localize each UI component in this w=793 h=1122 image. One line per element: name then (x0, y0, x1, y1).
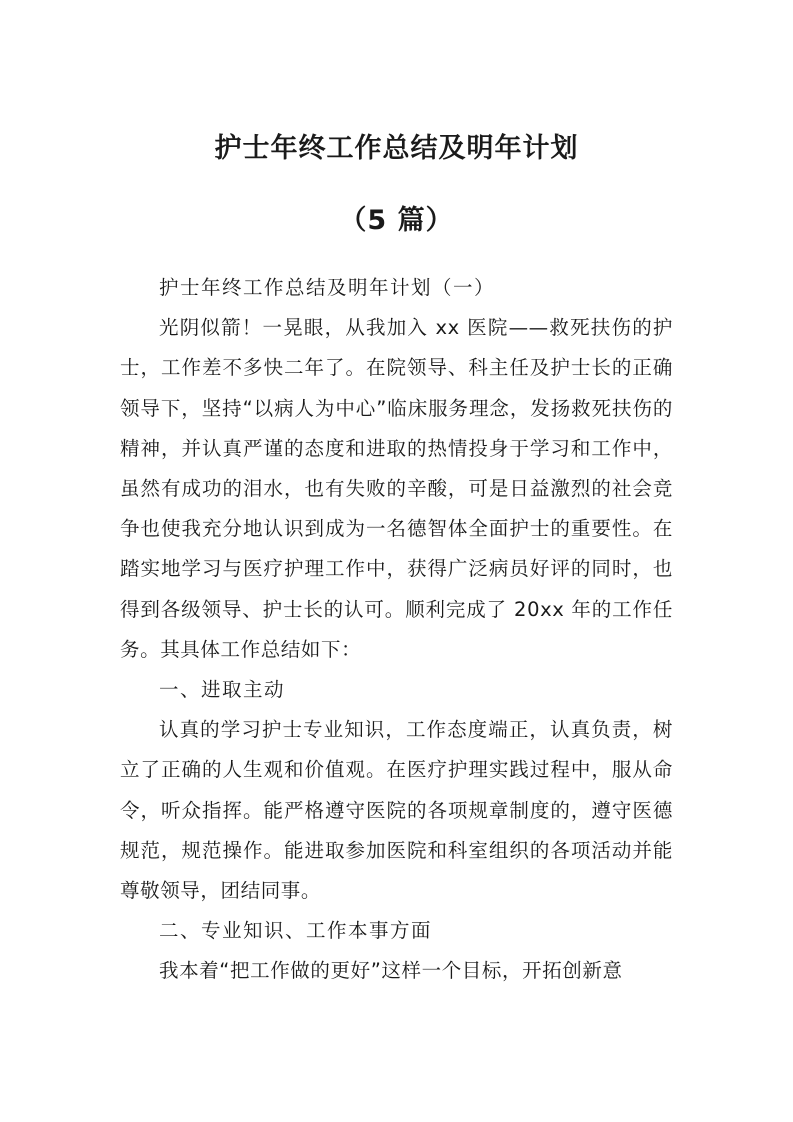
heading-initiative: 一、进取主动 (159, 678, 286, 702)
document-title: 护士年终工作总结及明年计划 (214, 133, 579, 164)
section-title: 护士年终工作总结及明年计划（一） (159, 276, 496, 299)
paragraph-professional-skills: 我本着“把工作做的更好”这样一个目标，开拓创新意 (159, 959, 623, 983)
document-body (120, 268, 673, 992)
paragraph-initiative: 认真的学习护士专业知识，工作态度端正，认真负责，树立了正确的人生观和价值观。在医疗护理实践过程中，服从命令，听众指挥。能严格遵守医院的各项规章制度的，遵守医德规范，规范操作。能进取参加医院和科室组织的各项活动并能尊敬领导，团结同事。 (120, 718, 673, 903)
document-subtitle: （5 篇） (339, 205, 454, 236)
paragraph-intro: 光阴似箭！一晃眼，从我加入 xx 医院——救死扶伤的护士，工作差不多快二年了。在院领导、科主任及护士长的正确领导下，坚持“以病人为中心”临床服务理念，发扬救死扶伤的精神，并认真严谨的态度和进取的热情投身于学习和工作中，虽然有成功的泪水，也有失败的辛酸，可是日益激烈的社会竞争也使我充分地认识到成为一名德智体全面护士的重要性。在踏实地学习与医疗护理工作中，获得广泛病员好评的同时，也得到各级领导、护士长的认可。顺利完成了 20xx 年的工作任务。其具体工作总结如下： (120, 316, 673, 661)
heading-professional-skills: 二、专业知识、工作本事方面 (159, 919, 433, 943)
